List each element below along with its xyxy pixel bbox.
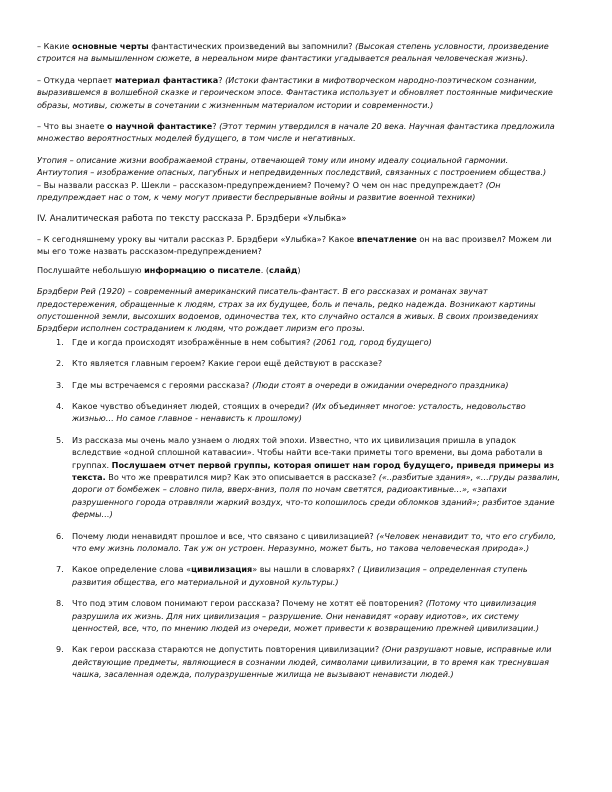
answer-text: (Люди стоят в очереди в ожидании очередного праздника) bbox=[252, 379, 509, 390]
question-list bbox=[37, 336, 564, 681]
info-text: Послушайте небольшую bbox=[37, 264, 145, 275]
answer-text: (Они разрушают новые, исправные или действующие предметы, являющиеся в сознании людей, символами цивилизации, в то время как треснувшая чашка, засаленная одежда, полуразрушенные жилища не вызывают ненависти людей.) bbox=[72, 644, 552, 680]
item-number: 1. bbox=[56, 336, 64, 347]
list-item bbox=[37, 379, 564, 391]
item-number: 6. bbox=[56, 530, 64, 541]
item-number: 2. bbox=[56, 358, 64, 369]
author-bio: Брэдбери Рей (1920) – современный американский писатель-фантаст. В его рассказах и романах звучат предостережения, обращенные к людям, страх за их будущее, боль и печаль, редко надежда. Возникают картины опустошенной земли, высохших водоемов, одиночества тех, кто случайно остался в живых. В своих произведениях Брэдбери исполнен состраданием к людям, что рождает лиризм его прозы. bbox=[37, 286, 539, 334]
utopia-definition: Утопия – описание жизни воображаемой страны, отвечающей тому или иному идеалу социальной гармонии. bbox=[37, 154, 509, 165]
list-item bbox=[37, 400, 564, 425]
question-text: Какое определение слова « bbox=[72, 564, 192, 575]
list-item bbox=[37, 643, 564, 680]
item-number: 8. bbox=[56, 598, 64, 609]
author-info bbox=[37, 264, 564, 276]
antiutopia-definition: Антиутопия – изображение опасных, пагубных и непредвиденных последствий, связанных с построением общества.) bbox=[37, 167, 547, 178]
list-item bbox=[37, 597, 564, 634]
question-text: – К сегодняшнему уроку вы читали рассказ Р. Брэдбери «Улыбка»? Какое bbox=[37, 233, 357, 244]
list-item bbox=[37, 434, 564, 521]
question-text: Что под этим словом понимают герои рассказа? Почему не хотят её повторения? bbox=[72, 598, 426, 609]
answer-text: (Этот термин утвердился в начале 20 века. Научная фантастика предложила множество вероятностных моделей будущего, в том числе и негативных. bbox=[37, 121, 555, 144]
question-emphasis: впечатление bbox=[356, 233, 417, 244]
question-emphasis: о научной фантастике bbox=[106, 121, 213, 132]
info-text: . ( bbox=[260, 264, 269, 275]
question-text: – Вы назвали рассказ Р. Шекли – рассказом-предупреждением? Почему? О чем он нас предупреждает? bbox=[37, 179, 486, 190]
answer-text: (Потому что цивилизация разрушила их жизнь. Для них цивилизация – разрушение. Они ненавидят «ораву идиотов», их систему ценностей, все, что, по мнению людей из очереди, может привести к возвращению прежней цивилизации.) bbox=[72, 598, 540, 634]
question-text: Кто является главным героем? Какие герои ещё действуют в рассказе? bbox=[72, 358, 383, 369]
question-sheckley bbox=[37, 179, 564, 204]
list-item bbox=[37, 530, 564, 555]
answer-text: («..разбитые здания», «…груды развалин, дороги от бомбежек – словно пила, вверх-вниз, поля по ночам светятся, радиоактивные…», «запахи разрушенного города отравляли жаркий воздух, что-то копошилось среди обломков зданий»; разбитое здание фермы…) bbox=[72, 471, 561, 520]
question-science-fiction bbox=[37, 120, 564, 145]
item-number: 3. bbox=[56, 379, 64, 390]
question-text: Где и когда происходят изображённые в нем события? bbox=[72, 336, 313, 347]
list-item bbox=[37, 336, 564, 348]
section-heading: IV. Аналитическая работа по тексту рассказа Р. Брэдбери «Улыбка» bbox=[37, 214, 347, 225]
question-text: он на вас произвел? Можем ли мы его тоже назвать рассказом-предупреждением? bbox=[37, 233, 552, 257]
question-text: фантастических произведений вы запомнили? bbox=[148, 41, 356, 51]
question-text: Почему люди ненавидят прошлое и все, что связано с цивилизацией? bbox=[72, 530, 377, 541]
question-emphasis: основные черты bbox=[72, 41, 149, 51]
item-number: 4. bbox=[56, 400, 64, 411]
list-item bbox=[37, 563, 564, 588]
question-emphasis: Послушаем отчет первой группы, которая опишет нам город будущего, приведя примеры из текста. bbox=[72, 459, 555, 482]
question-text: » вы нашли в словарях? bbox=[252, 564, 358, 575]
question-emphasis: материал фантастика bbox=[114, 74, 219, 85]
slide-label: слайд bbox=[269, 264, 298, 275]
item-number: 9. bbox=[56, 644, 64, 655]
question-text: – Откуда черпает bbox=[37, 74, 115, 85]
list-item bbox=[37, 357, 564, 369]
section-lead bbox=[37, 233, 564, 258]
question-text: ? bbox=[218, 74, 226, 85]
question-text: Какое чувство объединяет людей, стоящих в очереди? bbox=[72, 400, 312, 411]
question-text: – Что вы знаете bbox=[37, 121, 107, 132]
question-text: Где мы встречаемся с героями рассказа? bbox=[72, 379, 253, 390]
answer-text: (Высокая степень условности, произведение строится на вымышленном сюжете, в нереальном мире фантастики угадывается реальная человеческая жизнь). bbox=[37, 41, 549, 64]
item-number: 5. bbox=[56, 434, 64, 445]
question-text: Как герои рассказа стараются не допустить повторения цивилизации? bbox=[72, 644, 382, 655]
answer-text: (Истоки фантастики в мифотворческом народно-поэтическом сознании, выразившемся в волшебной сказке и героическом эпосе. Фантастика использует и обновляет постоянные мифические образы, мотивы, сюжеты в сочетании с жизненным материалом истории и современности.) bbox=[37, 74, 553, 110]
item-number: 7. bbox=[56, 564, 64, 575]
answer-text: (2061 год, город будущего) bbox=[312, 336, 432, 347]
answer-text: ( Цивилизация – определенная ступень развития общества, его материальной и духовной культуры.) bbox=[72, 564, 528, 587]
info-text: ) bbox=[297, 264, 301, 275]
question-text: Во что же превратился мир? Как это описывается в рассказе? bbox=[105, 471, 379, 482]
info-emphasis: информацию о писателе bbox=[144, 264, 261, 275]
answer-text: (Он предупреждает нас о том, к чему могут привести беспрерывные войны и развитие военной техники) bbox=[37, 179, 501, 203]
question-text: ? bbox=[212, 121, 220, 132]
question-emphasis: цивилизация bbox=[191, 564, 253, 575]
question-text: Из рассказа мы очень мало узнаем о людях той эпохи. Известно, что их цивилизация пришла в упадок вследствие «одной сплошной катавасии». Чтобы найти все-таки приметы того времени, вы дома работали в группах. bbox=[72, 434, 543, 470]
question-material-source bbox=[37, 74, 564, 111]
answer-text: (Их объединяет многое: усталость, недовольство жизнью… Но самое главное - ненависть к прошлому) bbox=[72, 400, 526, 424]
question-text: – Какие bbox=[37, 41, 73, 51]
answer-text: («Человек ненавидит то, что его сгубило, что ему жизнь поломало. Так уж он устроен. Неразумно, может быть, но такова человеческая природа».) bbox=[72, 530, 556, 553]
question-main-features bbox=[37, 40, 564, 65]
